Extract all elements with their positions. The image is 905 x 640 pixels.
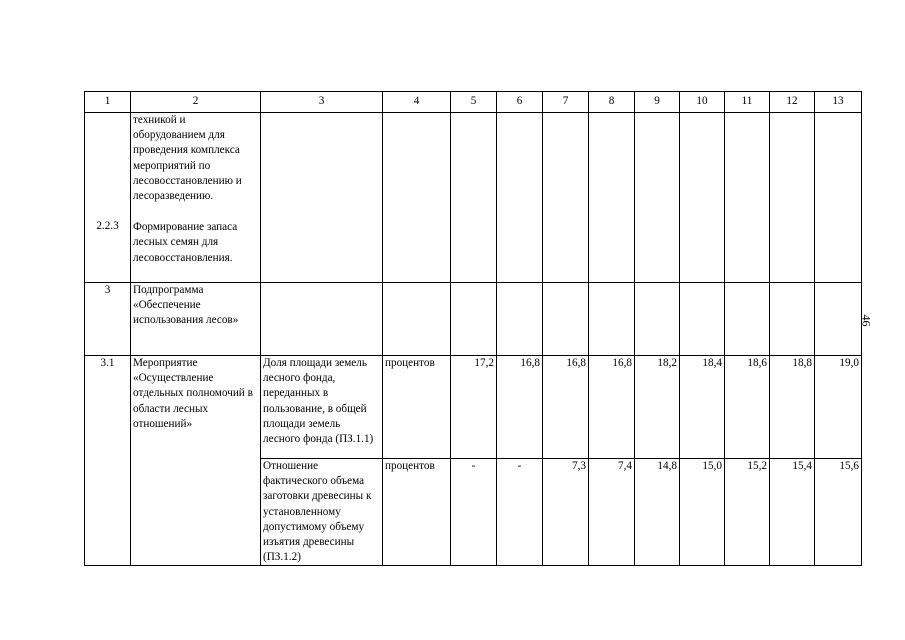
indicator-value: 18,8 xyxy=(770,356,815,459)
table-cell xyxy=(635,283,680,356)
table-cell xyxy=(770,283,815,356)
subprogram-title: Подпрограмма «Обеспечение использования лесов» xyxy=(131,283,261,356)
column-header: 5 xyxy=(451,92,497,113)
column-header: 3 xyxy=(261,92,383,113)
table-cell xyxy=(725,113,770,283)
column-header: 2 xyxy=(131,92,261,113)
table-cell xyxy=(543,113,589,283)
indicator-value: 15,0 xyxy=(680,459,725,566)
table-cell xyxy=(770,113,815,283)
indicator-value: 18,6 xyxy=(725,356,770,459)
table-row xyxy=(85,356,862,459)
indicator-value: 7,3 xyxy=(543,459,589,566)
row-number: 2.2.3 xyxy=(85,113,131,283)
indicator-value: 15,4 xyxy=(770,459,815,566)
page-number: 46 xyxy=(859,314,874,327)
row-number: 3 xyxy=(85,283,131,356)
indicator-value: 15,6 xyxy=(815,459,862,566)
row-text xyxy=(131,113,261,283)
table-cell xyxy=(589,283,635,356)
column-header: 8 xyxy=(589,92,635,113)
measure-title: Мероприятие «Осуществление отдельных полномочий в области лесных отношений» xyxy=(131,356,261,566)
table-cell xyxy=(815,283,862,356)
data-table xyxy=(84,91,862,566)
indicator-name: Доля площади земель лесного фонда, переданных в пользование, в общей площади земель лесного фонда (ПЗ.1.1) xyxy=(261,356,383,459)
indicator-value: - xyxy=(497,459,543,566)
indicator-value: 18,4 xyxy=(680,356,725,459)
row-number: 3.1 xyxy=(85,356,131,566)
row-text-continued: техникой и оборудованием для проведения комплекса мероприятий по лесовосстановлению и лесоразведению. xyxy=(133,114,242,203)
table-cell xyxy=(451,113,497,283)
indicator-name: Отношение фактического объема заготовки древесины к установленному допустимому объему изъятия древесины (ПЗ.1.2) xyxy=(261,459,383,566)
column-header: 12 xyxy=(770,92,815,113)
indicator-value: - xyxy=(451,459,497,566)
indicator-value: 16,8 xyxy=(543,356,589,459)
indicator-unit: процентов xyxy=(383,459,451,566)
table-cell xyxy=(261,113,383,283)
indicator-value: 17,2 xyxy=(451,356,497,459)
table-cell xyxy=(635,113,680,283)
table-cell xyxy=(383,283,451,356)
row-text-item: Формирование запаса лесных семян для лесовосстановления. xyxy=(133,221,238,264)
column-header: 11 xyxy=(725,92,770,113)
table-cell xyxy=(680,283,725,356)
table-cell xyxy=(261,283,383,356)
column-header: 13 xyxy=(815,92,862,113)
column-header: 10 xyxy=(680,92,725,113)
indicator-value: 7,4 xyxy=(589,459,635,566)
indicator-unit: процентов xyxy=(383,356,451,459)
indicator-value: 18,2 xyxy=(635,356,680,459)
column-header: 1 xyxy=(85,92,131,113)
table-cell xyxy=(725,283,770,356)
table-cell xyxy=(451,283,497,356)
table-row xyxy=(85,283,862,356)
column-header: 4 xyxy=(383,92,451,113)
indicator-value: 15,2 xyxy=(725,459,770,566)
indicator-value: 19,0 xyxy=(815,356,862,459)
indicator-value: 14,8 xyxy=(635,459,680,566)
table-row xyxy=(85,113,862,283)
table-cell xyxy=(815,113,862,283)
column-header: 6 xyxy=(497,92,543,113)
indicator-value: 16,8 xyxy=(497,356,543,459)
table-cell xyxy=(680,113,725,283)
indicator-value: 16,8 xyxy=(589,356,635,459)
table-cell xyxy=(589,113,635,283)
column-header: 7 xyxy=(543,92,589,113)
table-cell xyxy=(383,113,451,283)
table-header-row xyxy=(85,92,862,113)
table-cell xyxy=(497,113,543,283)
table-cell xyxy=(497,283,543,356)
column-header: 9 xyxy=(635,92,680,113)
table-cell xyxy=(543,283,589,356)
